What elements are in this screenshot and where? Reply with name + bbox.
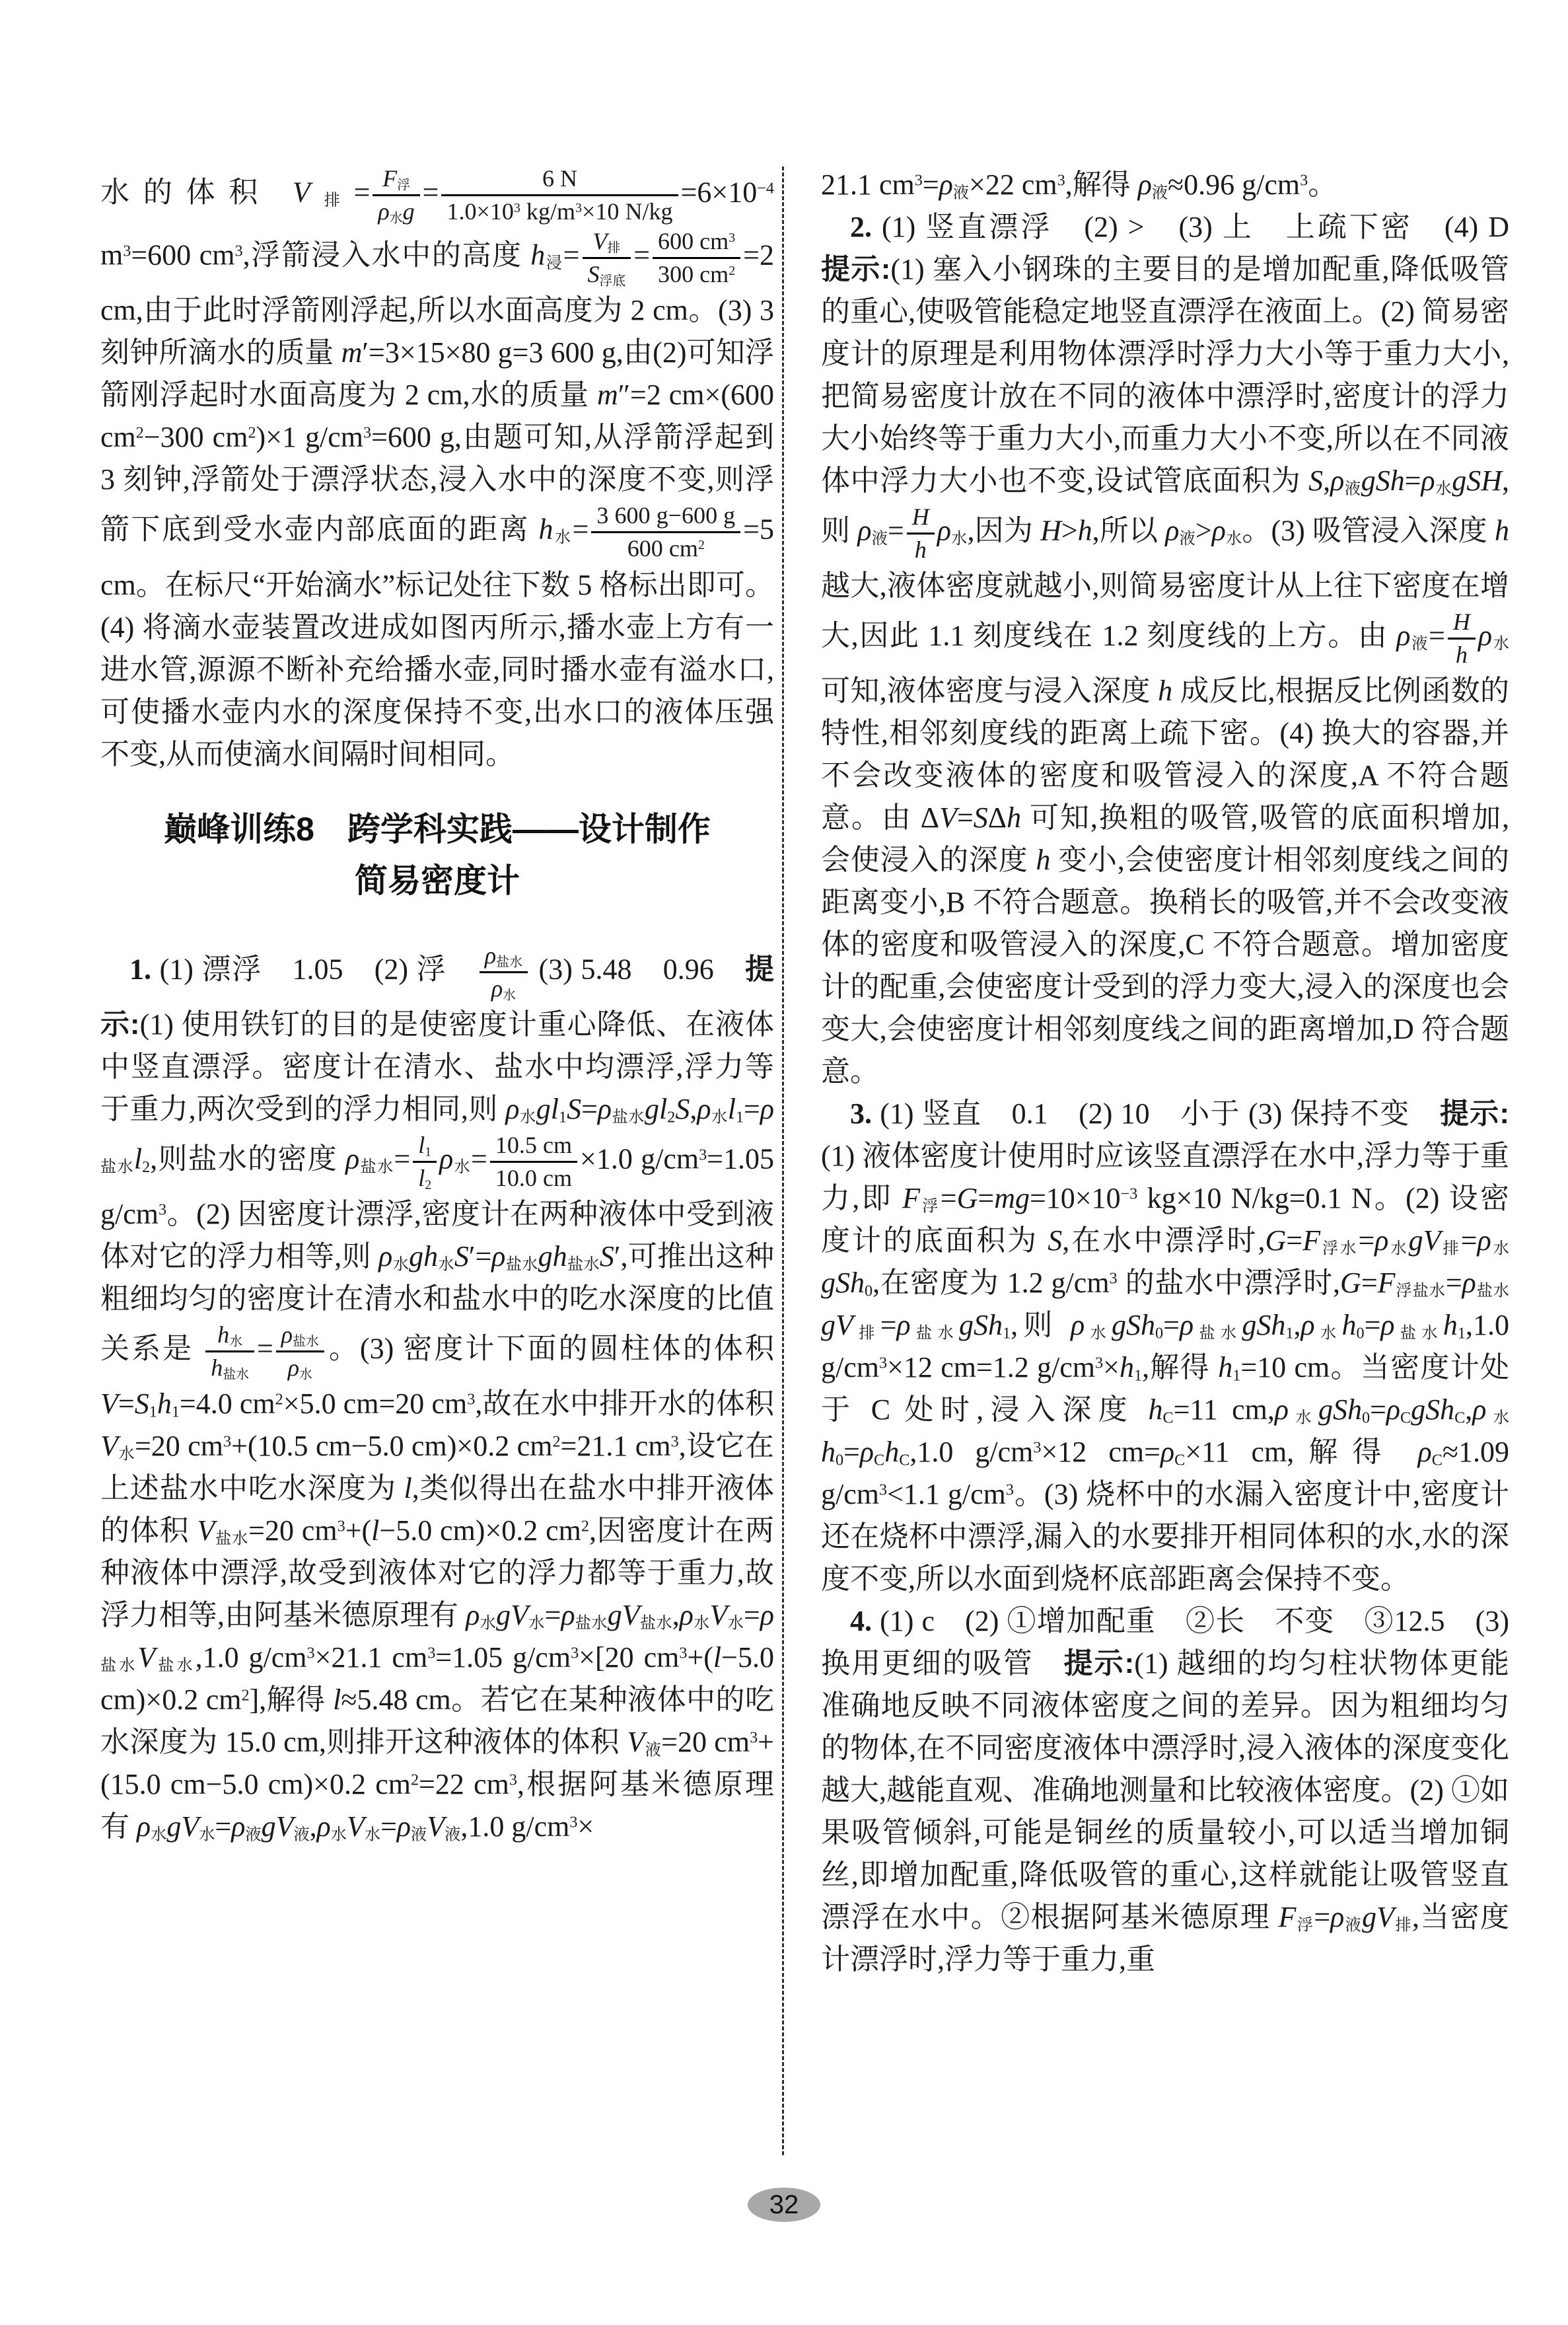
section-heading — [100, 803, 774, 906]
column-divider-dashed-line — [782, 166, 784, 2155]
section-heading-line2: 简易密度计 — [355, 862, 520, 899]
answer-item-1: 1. (1) 漂浮 1.05 (2) 浮 $\rho_{盐水}$ $\rho_水$ (3) 5.48 0.96 提示:(1) 使用铁钉的目的是使密度计重心降低、在液体中竖直漂浮。密度计在清水、盐水中均漂浮,浮力等于重力,两次受到的浮力相同,则 $\rho_水gl_1S=\rho_{盐水}gl_2S,\rho_水l_1=\rho_{盐水}l_2$,则盐水的密度 $\rho_{盐水}=$ $\frac{l_1}{l_2}$ $\rho_水=$ $\frac{10.5 cm}{10.0 cm}$ ×1.0 $g/cm^3=1.05$ $g/cm^3$。(2) 因密度计漂浮,密度计在两种液体中受到液体对它的浮力相等,则 $\rho_水gh_水S'=\rho_{盐水}gh_{盐水}S'$,可推出这种粗细均匀的密度计在清水和盐水中的吃水深度的比值关系是 $h_水$ $h_{盐水}$ = $\rho_{盐水}$ $\rho_水$ 。(3) 密度计下面的圆柱体的体积 $V=S_1h_1=4.0$ $cm^2\times 5.0$ cm=20 $cm^3$,故在水中排开水的体积 $V_水=20$ $cm^3+(10.5$ cm−5.0 cm)×0.2 $cm^2=21.1$ $cm^3$,设它在上述盐水中吃水深度为 l,类似得出在盐水中排开液体的体积 $V_{盐水}=20$ $cm^3+(l-5.0$ cm)×0.2 $cm^2$,因密度计在两种液体中漂浮,故受到液体对它的浮力都等于重力,故浮力相等,由阿基米德原理有 $\rho_水gV_水=\rho_{盐水}gV_{盐水},\rho_水V_水=\rho_{盐水}V_{盐水},1.0$ $g/cm^3\times 21.1$ $cm^3=1.05$ $g/cm^3\times[20$ $cm^3+(l-5.0$ cm)×0.2 $cm^2$],解得 l≈5.48 cm。若它在某种液体中的吃水深度为 15.0 cm,则排开这种液体的体积 $V_液=20$ $cm^3+(15.0$ cm−5.0 cm)×0.2 $cm^2=22$ $cm^3$,根据阿基米德原理有 $\rho_水gV_水=\rho_液gV_液,\rho_水V_水=\rho_液V_液,1.0$ $g/cm^3\times$ — [100, 941, 775, 1844]
page-number-badge — [748, 2188, 820, 2222]
page-number: 32 — [769, 2190, 799, 2219]
right-column — [821, 164, 1538, 1981]
section-heading-line1: 巅峰训练8 跨学科实践——设计制作 — [164, 810, 711, 848]
answer-item-3: 3. (1) 竖直 0.1 (2) 10 小于 (3) 保持不变 提示:(1) 液体密度计使用时应该竖直漂浮在水中,浮力等于重力,即 $F_浮=G=mg=10\times 10^{-3}$ kg×10 N/kg=0.1 N。(2) 设密度计的底面积为 S,在水中漂浮时$,G=F_{浮水}=\rho_水gV_排=\rho_水gSh_0$,在密度为 1.2 $g/cm^3$ 的盐水中漂浮时$,G=F_{浮盐水}=\rho_{盐水}gV_排=\rho_{盐水}gSh_1$,则 $\rho_水gSh_0=\rho_{盐水}gSh_1,\rho_水h_0=\rho_{盐水}h_1,1.0$ $g/cm^3\times 12$ cm=1.2 $g/cm^3\times h_1$,解得 $h_1=10$ cm。当密度计处于 C 处时,浸入深度 $h_C=11$ $cm,\rho_水gSh_0=\rho_CgSh_C,\rho_水h_0=\rho_Ch_C,1.0$ $g/cm^3\times 12$ $cm=\rho_C\times 11$ cm,解得 $\rho_C\approx 1.09$ $g/cm^3<1.1$ $g/cm^3$。(3) 烧杯中的水漏入密度计中,密度计还在烧杯中漂浮,漏入的水要排开相同体积的水,水的深度不变,所以水面到烧杯底部距离会保持不变。 — [821, 1097, 1509, 1596]
answer-item-4: 4. (1) c (2) ①增加配重 ②长 不变 ③12.5 (3) 换用更细的吸管 提示:(1) 越细的均匀柱状物体更能准确地反映不同液体密度之间的差异。因为粗细均匀的物体,在不同密度液体中漂浮时,浸入液体的深度变化越大,越能直观、准确地测量和比较液体密度。(2) ①如果吸管倾斜,可能是铜丝的质量较小,可以适当增加铜丝,即增加配重,降低吸管的重心,这样就能让吸管竖直漂浮在水中。②根据阿基米德原理 $F_浮=\rho_液gV_排$,当密度计漂浮时,浮力等于重力,重 — [821, 1605, 1509, 1976]
answer-continuation-paragraph-right: 21.1 $cm^3=\rho_液\times 22$ $cm^3$,解得 $\rho_液\approx 0.96$ $g/cm^3$。 — [821, 168, 1337, 202]
answer-item-2: 2. (1) 竖直漂浮 (2) > (3) 上 上疏下密 (4) D 提示:(1) 塞入小钢珠的主要目的是增加配重,降低吸管的重心,使吸管能稳定地竖直漂浮在液面上。(2) 简易密度计的原理是利用物体漂浮时浮力大小等于重力大小,把简易密度计放在不同的液体中漂浮时,密度计的浮力大小始终等于重力大小,而重力大小不变,所以在不同液体中浮力大小也不变,设试管底面积为 $S,\rho_液gSh=\rho_水gSH$,则 $\rho_液=$ $\frac{H}{h}$ $\rho_水$,因为 H>h,所以 $\rho_液>\rho_水$。(3) 吸管浸入深度 h 越大,液体密度就越小,则简易密度计从上往下密度在增大,因此 1.1 刻度线在 1.2 刻度线的上方。由 $\rho_液=$ $\frac{H}{h}$ $\rho_水$ 可知,液体密度与浸入深度 h 成反比,根据反比例函数的特性,相邻刻度线的距离上疏下密。(4) 换大的容器,并不会改变液体的密度和吸管浸入的深度,A 不符合题意。由 ΔV=SΔh 可知,换粗的吸管,吸管的底面积增加,会使浸入的深度 h 变小,会使密度计相邻刻度线之间的距离变小,B 不符合题意。换稍长的吸管,并不会改变液体的密度和吸管浸入的深度,C 不符合题意。增加密度计的配重,会使密度计受到的浮力变大,浸入的深度也会变大,会使密度计相邻刻度线之间的距离增加,D 符合题意。 — [821, 211, 1538, 1088]
left-column — [100, 164, 774, 1848]
answer-continuation-paragraph: 水的体积 $V_排=$ $F_浮$ $\rho_水g$ = $\frac{6 N}{1.0\times 10^3 kg/m^3\times 10 N/kg}$ $=6\times 10^{-4}$ $m^3=600$ $cm^3$,浮箭浸入水中的高度 $h_浸=$ $V_排$ $S_{浮底}$ = $\frac{600 cm^3}{300 cm^2}$ =2 cm,由于此时浮箭刚浮起,所以水面高度为 2 cm。(3) 3 刻钟所滴水的质量 m′=3×15×80 g=3 600 g,由(2)可知浮箭刚浮起时水面高度为 2 cm,水的质量 m″=2 cm×(600 $cm^2-300$ $cm^2)\times 1$ $g/cm^3=600$ g,由题可知,从浮箭浮起到 3 刻钟,浮箭处于漂浮状态,浸入水中的深度不变,则浮箭下底到受水壶内部底面的距离 $h_水=$ $\frac{3 600 g-600 g}{600 cm^2}$ =5 cm。在标尺“开始滴水”标记处往下数 5 格标出即可。(4) 将滴水壶装置改进成如图丙所示,播水壶上方有一进水管,源源不断补充给播水壶,同时播水壶有溢水口,可使播水壶内水的深度保持不变,出水口的液体压强不变,从而使滴水间隔时间相同。 — [100, 165, 775, 770]
